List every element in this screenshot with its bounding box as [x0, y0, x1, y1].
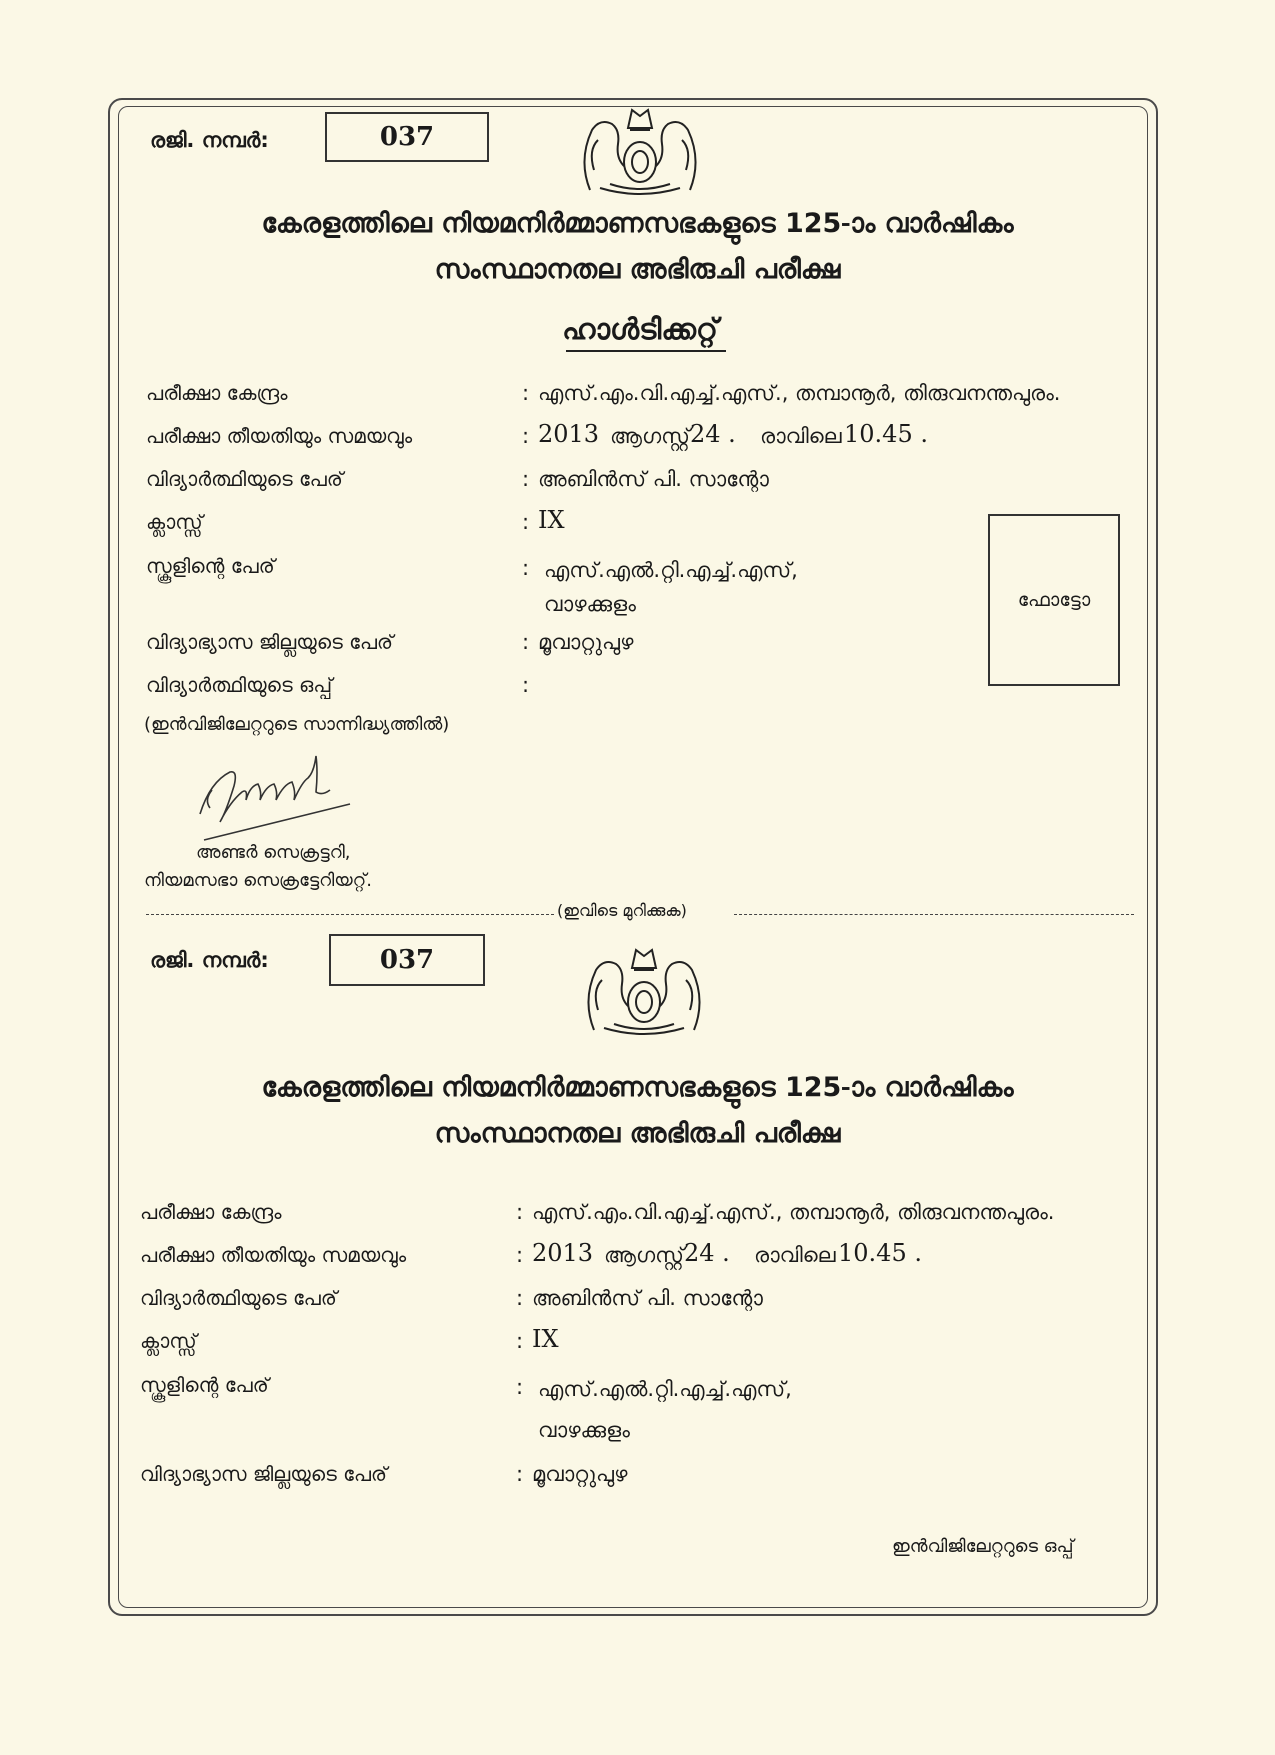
colon: :	[522, 673, 530, 697]
district-value: മൂവാറ്റുപുഴ	[532, 1462, 628, 1486]
reg-number-box	[325, 112, 489, 162]
school-name-line-2: വാഴക്കുളം	[538, 1418, 630, 1442]
signatory-line-1: അണ്ടർ സെക്രട്ടറി,	[196, 842, 351, 863]
exam-time-value: 10.45 .	[838, 1239, 922, 1267]
kerala-emblem-icon	[574, 940, 714, 1040]
exam-date-month: ആഗസ്റ്റ്	[604, 1243, 684, 1267]
exam-date-day: 24 .	[684, 1239, 730, 1267]
colon: :	[522, 467, 530, 491]
exam-centre-label: പരീക്ഷാ കേന്ദ്രം	[140, 1200, 282, 1224]
cut-line-left	[146, 914, 554, 915]
cut-line-right	[734, 914, 1134, 915]
signatory-line-2: നിയമസഭാ സെക്രട്ടേറിയറ്റ്.	[144, 870, 372, 891]
photo-label: ഫോട്ടോ	[1017, 589, 1091, 611]
exam-datetime-label: പരീക്ഷാ തീയതിയും സമയവും	[140, 1243, 407, 1267]
colon: :	[522, 556, 530, 580]
title-line-2: സംസ്ഥാനതല അഭിരുചി പരീക്ഷ	[434, 1118, 841, 1149]
colon: :	[516, 1462, 524, 1486]
student-name-label: വിദ്യാർത്ഥിയുടെ പേര്	[146, 467, 343, 491]
colon: :	[522, 381, 530, 405]
student-name-label: വിദ്യാർത്ഥിയുടെ പേര്	[140, 1286, 337, 1310]
colon: :	[516, 1200, 524, 1224]
hall-ticket-title: ഹാൾടിക്കറ്റ്	[562, 312, 718, 346]
signature-image	[190, 742, 360, 842]
reg-number-box	[329, 934, 485, 986]
photo-box	[988, 514, 1120, 686]
colon: :	[516, 1329, 524, 1353]
student-name-value: അബിൻസ് പി. സാന്റോ	[538, 467, 769, 491]
class-label: ക്ലാസ്സ്	[140, 1329, 197, 1353]
district-label: വിദ്യാഭ്യാസ ജില്ലയുടെ പേര്	[140, 1462, 388, 1486]
reg-number-label: രജി. നമ്പർ:	[150, 128, 269, 152]
reg-number-value: 037	[379, 122, 435, 152]
exam-time-value: 10.45 .	[844, 420, 928, 448]
reg-number-value: 037	[379, 945, 435, 975]
class-label: ക്ലാസ്സ്	[146, 510, 203, 534]
colon: :	[516, 1243, 524, 1267]
school-name-label: സ്കൂളിന്റെ പേര്	[146, 554, 275, 578]
school-name-label: സ്കൂളിന്റെ പേര്	[140, 1373, 269, 1397]
invigilator-signature-label: ഇൻവിജിലേറ്ററുടെ ഒപ്പ്	[892, 1536, 1074, 1557]
district-value: മൂവാറ്റുപുഴ	[538, 630, 634, 654]
exam-datetime-label: പരീക്ഷാ തീയതിയും സമയവും	[146, 424, 413, 448]
class-value: IX	[538, 506, 565, 534]
kerala-emblem-icon	[570, 100, 710, 200]
hall-ticket-underline	[566, 350, 726, 352]
exam-date-day: 24 .	[690, 420, 736, 448]
student-name-value: അബിൻസ് പി. സാന്റോ	[532, 1286, 763, 1310]
signature-note: (ഇൻവിജിലേറ്ററുടെ സാന്നിദ്ധ്യത്തിൽ)	[144, 714, 450, 735]
colon: :	[516, 1375, 524, 1399]
exam-centre-label: പരീക്ഷാ കേന്ദ്രം	[146, 381, 288, 405]
school-name-line-2: വാഴക്കുളം	[544, 592, 636, 616]
cut-here-label: (ഇവിടെ മുറിക്കുക)	[554, 901, 690, 921]
school-name-line-1: എസ്.എൽ.റ്റി.എച്ച്.എസ്,	[538, 1377, 792, 1401]
exam-date-month: ആഗസ്റ്റ്	[610, 424, 690, 448]
class-value: IX	[532, 1325, 559, 1353]
colon: :	[522, 510, 530, 534]
exam-date-year: 2013	[532, 1239, 594, 1267]
reg-number-label: രജി. നമ്പർ:	[150, 948, 269, 972]
title-line-2: സംസ്ഥാനതല അഭിരുചി പരീക്ഷ	[434, 254, 841, 285]
exam-centre-value: എസ്.എം.വി.എച്ച്.എസ്., തമ്പാനൂർ, തിരുവനന്തപുരം.	[538, 381, 1061, 405]
colon: :	[516, 1286, 524, 1310]
title-line-1: കേരളത്തിലെ നിയമനിർമ്മാണസഭകളുടെ 125-ാം വാർഷികം	[261, 1072, 1014, 1103]
district-label: വിദ്യാഭ്യാസ ജില്ലയുടെ പേര്	[146, 630, 394, 654]
exam-time-label: രാവിലെ	[754, 1243, 836, 1267]
exam-time-label: രാവിലെ	[760, 424, 842, 448]
school-name-line-1: എസ്.എൽ.റ്റി.എച്ച്.എസ്,	[544, 558, 798, 582]
student-signature-label: വിദ്യാർത്ഥിയുടെ ഒപ്പ്	[146, 673, 333, 697]
colon: :	[522, 630, 530, 654]
exam-centre-value: എസ്.എം.വി.എച്ച്.എസ്., തമ്പാനൂർ, തിരുവനന്തപുരം.	[532, 1200, 1055, 1224]
colon: :	[522, 424, 530, 448]
exam-date-year: 2013	[538, 420, 600, 448]
title-line-1: കേരളത്തിലെ നിയമനിർമ്മാണസഭകളുടെ 125-ാം വാർഷികം	[261, 208, 1014, 239]
